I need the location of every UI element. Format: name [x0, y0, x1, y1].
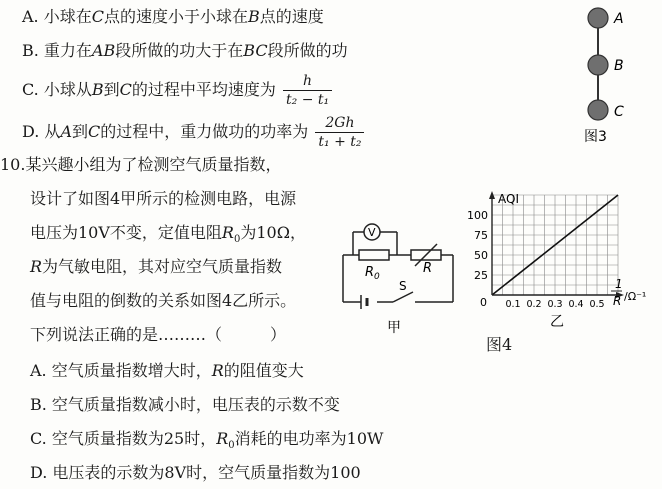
var: R: [211, 361, 224, 380]
text: 为10Ω，: [240, 223, 306, 242]
var: R: [221, 223, 234, 242]
x-tick-label: 0.5: [589, 299, 605, 310]
text: 某兴趣小组为了检测空气质量指数，: [25, 155, 282, 174]
text: 点的速度小于小球在: [103, 7, 248, 26]
q10-line3: [30, 222, 306, 251]
text: A. 空气质量指数增大时，: [30, 361, 212, 380]
var: C: [88, 122, 101, 141]
y-tick-label: 25: [474, 269, 488, 282]
text: 到: [72, 122, 89, 141]
x-axis-label-den: R: [613, 294, 622, 308]
label-b: B: [614, 58, 624, 74]
y-tick-label: 100: [467, 209, 488, 222]
var: BC: [243, 41, 268, 60]
x-axis-label-num: 1: [615, 277, 623, 291]
resistor-r0: [359, 250, 389, 260]
aqi-chart: [467, 190, 660, 330]
denominator: t₁ + t₂: [318, 134, 362, 150]
r0-label: $R_0$: [365, 265, 380, 282]
text: C. 小球从: [22, 80, 92, 99]
text: D. 从: [22, 122, 61, 141]
var: B: [91, 80, 104, 99]
text: 的过程中，重力做功的功率为: [100, 122, 309, 141]
q10-line1: [0, 154, 281, 176]
ball-a: [588, 8, 608, 28]
switch-blade: [393, 292, 413, 302]
var: B: [248, 7, 260, 26]
fraction: [315, 114, 364, 151]
var: R: [216, 429, 229, 448]
circuit-diagram: [335, 210, 470, 338]
prev-option-b: [22, 40, 348, 62]
subscript: 0: [233, 234, 241, 246]
prev-option-c: [22, 72, 334, 109]
ball-b: [588, 55, 608, 75]
text: 为气敏电阻，其对应空气质量指数: [42, 257, 283, 276]
text: 段所做的功大于在: [115, 41, 244, 60]
q10-line5: 值与电阻的倒数的关系如图4乙所示。: [30, 291, 297, 310]
question-number: 10.: [0, 155, 26, 174]
x-tick-label: 0.1: [505, 299, 521, 310]
text: 的过程中平均速度为: [131, 80, 276, 99]
circuit-caption: 甲: [387, 320, 401, 336]
x-tick-label: 0.3: [547, 299, 563, 310]
q10-option-b: B. 空气质量指数减小时，电压表的示数不变: [30, 395, 340, 414]
r-label: R: [423, 261, 433, 276]
var: C: [119, 80, 132, 99]
var: AB: [91, 41, 116, 60]
text: 电压为10V不变，定值电阻: [30, 223, 222, 242]
numerator: 2Gh: [315, 114, 364, 133]
text: 点的速度: [259, 7, 324, 26]
text: 的阻值变大: [223, 361, 304, 380]
y-tick-label: 75: [474, 229, 488, 242]
subscript: 0: [228, 440, 235, 452]
switch-label: S: [399, 279, 407, 293]
ball-c: [588, 100, 608, 120]
voltmeter-label: V: [368, 226, 376, 239]
label-c: C: [614, 104, 624, 120]
var: C: [91, 7, 104, 26]
var: A: [60, 122, 72, 141]
label-a: A: [614, 11, 624, 27]
q10-option-c: [30, 428, 383, 457]
text: B. 重力在: [22, 41, 92, 60]
x-tick-label: 0.2: [526, 299, 542, 310]
q10-option-d: D. 电压表的示数为8V时，空气质量指数为100: [30, 463, 361, 482]
figure3: [580, 4, 650, 146]
numerator: h: [283, 72, 332, 91]
chart-caption: 乙: [550, 314, 564, 330]
text: 段所做的功: [267, 41, 348, 60]
y-tick-label: 50: [474, 249, 488, 262]
q10-line4: [30, 256, 282, 278]
figure4-caption: 图4: [486, 335, 513, 354]
x-tick-label: 0.4: [568, 299, 584, 310]
prev-option-a: [22, 6, 324, 28]
origin-label: 0: [480, 296, 487, 309]
text: C. 空气质量指数为25时，: [30, 429, 217, 448]
text: A. 小球在: [22, 7, 92, 26]
var: R: [30, 257, 43, 276]
text: 到: [103, 80, 120, 99]
denominator: t₂ − t₁: [286, 92, 330, 108]
fraction: [283, 72, 332, 109]
q10-option-a: [30, 360, 304, 382]
q10-line6: 下列说法正确的是………（ ）: [30, 325, 287, 344]
figure3-caption: 图3: [584, 129, 607, 145]
prev-option-d: [22, 114, 366, 151]
x-axis-unit: /Ω⁻¹: [624, 290, 647, 303]
text: 消耗的电功率为10W: [234, 429, 384, 448]
q10-line2: 设计了如图4甲所示的检测电路，电源: [30, 189, 297, 208]
y-axis-label: AQI: [498, 192, 519, 206]
